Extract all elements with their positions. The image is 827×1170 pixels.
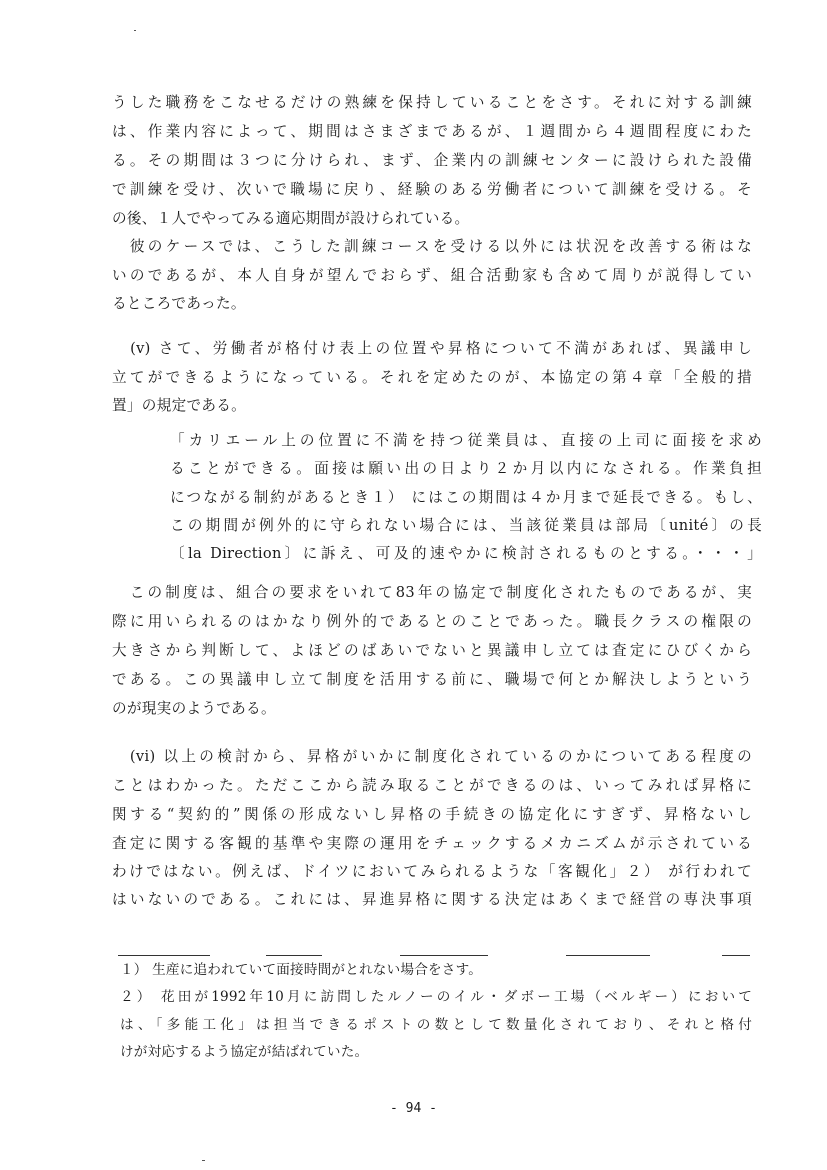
body-line: 彼のケースでは、こうした訓練コースを受ける以外には状況を改善する術はな bbox=[112, 238, 752, 255]
quote-line: につながる制約があるとき１） にはこの期間は４か月まで延長できる。もし、 bbox=[170, 489, 762, 506]
body-line: 大きさから判断して、よほどのばあいでないと異議申し立ては査定にひびくから bbox=[112, 642, 752, 659]
footnote-line: ２） 花田が1992年10月に訪問したルノーのイル・ダボー工場（ベルギー）において bbox=[120, 989, 752, 1005]
footnote-rule bbox=[566, 955, 650, 956]
body-line: (vi) 以上の検討から、昇格がいかに制度化されているのかについてある程度の bbox=[112, 748, 752, 765]
footnote-rule bbox=[266, 955, 322, 956]
body-line: で訓練を受け、次いで職場に戻り、経験のある労働者について訓練を受ける。そ bbox=[112, 181, 752, 198]
quote-line: この期間が例外的に守られない場合には、当該従業員は部局〔unité〕の長 bbox=[170, 517, 762, 534]
body-line: 際に用いられるのはかなり例外的であるとのことであった。職長クラスの権限の bbox=[112, 613, 752, 630]
body-line: いのであるが、本人自身が望んでおらず、組合活動家も含めて周りが説得してい bbox=[112, 267, 752, 284]
body-line: である。この異議申し立て制度を活用する前に、職場で何とか解決しようという bbox=[112, 671, 752, 688]
body-line: (v) さて、労働者が格付け表上の位置や昇格について不満があれば、異議申し bbox=[112, 340, 752, 357]
footnote-line: は、「多能工化」は担当できるポストの数として数量化されており、それと格付 bbox=[120, 1017, 752, 1033]
body-line: 立てができるようになっている。それを定めたのが、本協定の第４章「全般的措 bbox=[112, 369, 752, 386]
body-line: 関する“契約的”関係の形成ないし昇格の手続きの協定化にすぎず、昇格ないし bbox=[112, 806, 752, 823]
body-line: 査定に関する客観的基準や実際の運用をチェックするメカニズムが示されている bbox=[112, 835, 752, 852]
body-line: の後、１人でやってみる適応期間が設けられている。 bbox=[112, 210, 470, 227]
body-line: る。その期間は３つに分けられ、まず、企業内の訓練センターに設けられた設備 bbox=[112, 152, 752, 169]
body-line: うした職務をこなせるだけの熟練を保持していることをさす。それに対する訓練 bbox=[112, 94, 752, 111]
quote-line: 〔la Direction〕に訴え、可及的速やかに検討されるものとする。・・・」 bbox=[170, 545, 762, 562]
quote-line: 「カリエール上の位置に不満を持つ従業員は、直接の上司に面接を求め bbox=[170, 432, 762, 449]
body-line: ことはわかった。ただここから読み取ることができるのは、いってみれば昇格に bbox=[112, 777, 752, 794]
footnote-rule bbox=[400, 955, 488, 956]
body-line: は、作業内容によって、期間はさまざまであるが、１週間から４週間程度にわた bbox=[112, 123, 752, 140]
body-line: 置」の規定である。 bbox=[112, 397, 247, 414]
footnote-rule bbox=[118, 955, 210, 956]
body-line: わけではない。例えば、ドイツにおいてみられるような「客観化」２） が行われて bbox=[112, 863, 752, 880]
page-number: - 94 - bbox=[390, 1101, 437, 1116]
quote-line: ることができる。面接は願い出の日より２か月以内になされる。作業負担 bbox=[170, 460, 762, 477]
body-line: この制度は、組合の要求をいれて83年の協定で制度化されたものであるが、実 bbox=[112, 584, 752, 601]
scan-speck bbox=[202, 1160, 205, 1161]
body-line: るところであった。 bbox=[112, 295, 246, 312]
body-line: のが現実のようである。 bbox=[112, 700, 276, 717]
footnote-line: けが対応するよう協定が結ばれていた。 bbox=[120, 1044, 369, 1060]
scan-speck bbox=[134, 30, 136, 31]
footnote-rule bbox=[722, 955, 750, 956]
body-line: はいないのである。これには、昇進昇格に関する決定はあくまで経営の専決事項 bbox=[112, 891, 752, 908]
footnote-line: １） 生産に追われていて面接時間がとれない場合をさす。 bbox=[120, 962, 483, 978]
